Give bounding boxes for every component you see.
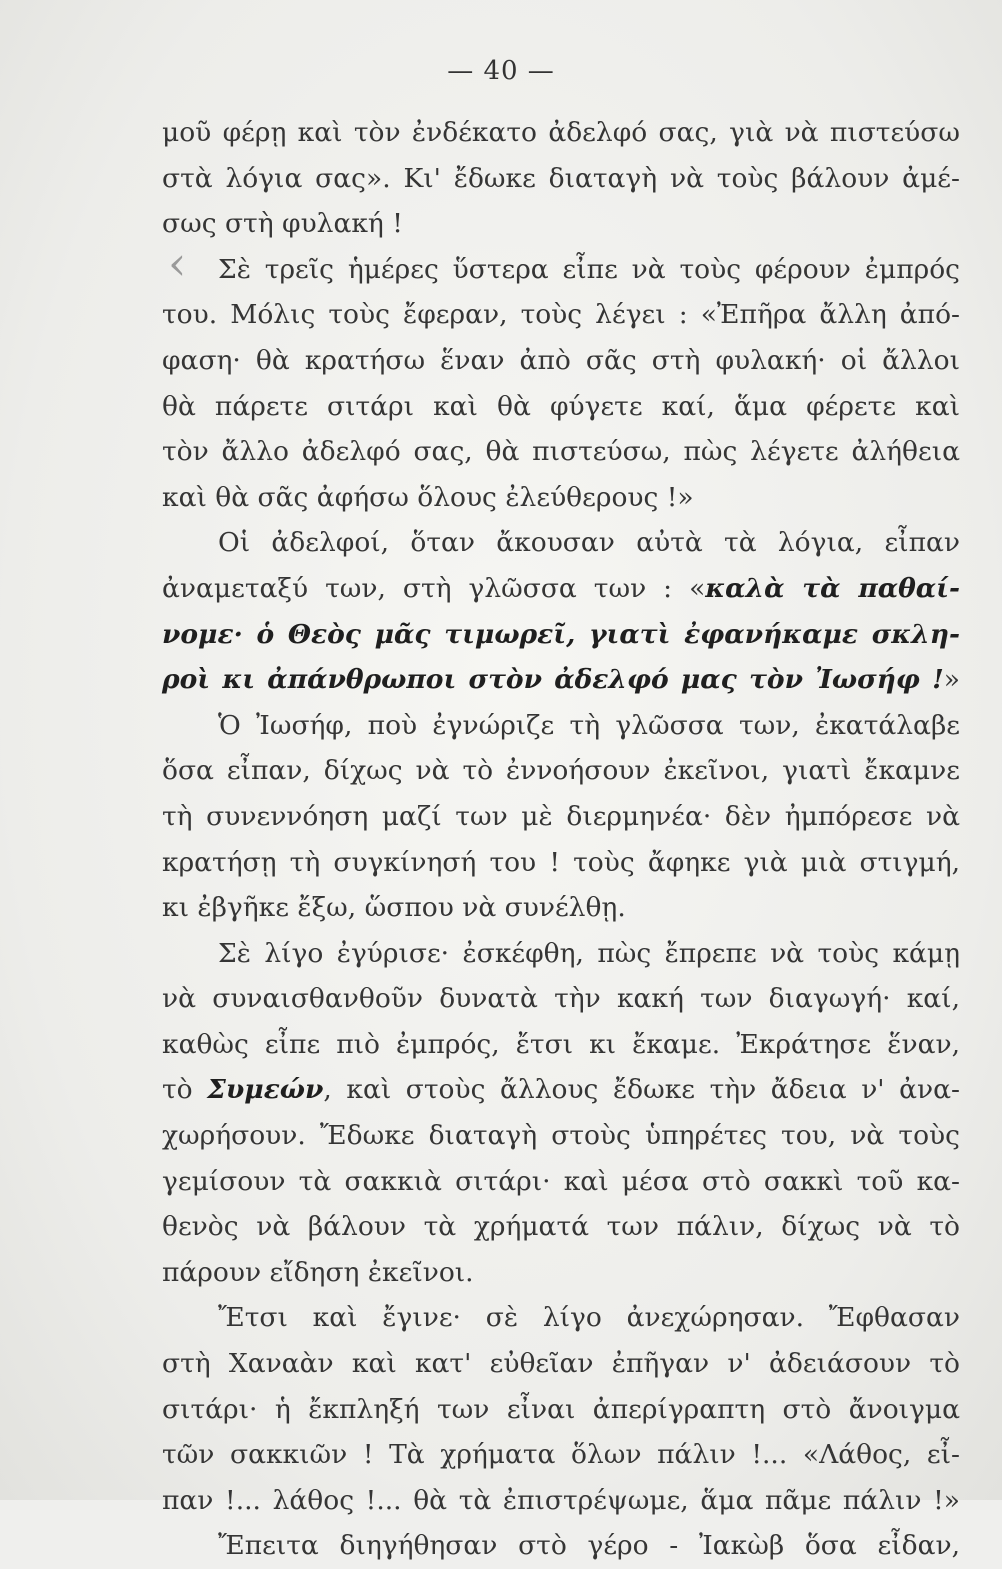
line-text: Σὲ λίγο ἐγύρισε· ἐσκέφθη, πὼς ἔπρεπε νὰ τοὺς κάμῃ [218, 937, 960, 969]
text-line [162, 703, 960, 749]
line-text: τὸν ἄλλο ἀδελφό σας, θὰ πιστεύσω, πὼς λέγετε ἀλήθεια [162, 436, 960, 468]
line-text: γεμίσουν τὰ σακκιὰ σιτάρι· καὶ μέσα στὸ σακκὶ τοῦ κα- [162, 1165, 960, 1197]
text-line [162, 794, 960, 840]
line-text-after: , καὶ στοὺς ἄλλους ἔδωκε τὴν ἄδεια ν' ἀνα- [323, 1074, 960, 1106]
line-text: μοῦ φέρῃ καὶ τὸν ἐνδέκατο ἀδελφό σας, γιὰ νὰ πιστεύσω [162, 117, 960, 148]
text-line [162, 1159, 960, 1205]
text-line [162, 1113, 960, 1159]
text-line [162, 384, 960, 430]
text-line [162, 840, 960, 886]
line-text: τῶν σακκιῶν ! Τὰ χρήματα ὅλων πάλιν !... «Λάθος, εἶ- [162, 1439, 960, 1471]
line-text: καὶ θὰ σᾶς ἀφήσω ὅλους ἐλεύθερους !» [162, 481, 694, 513]
text-line [162, 1022, 960, 1068]
text-line [162, 748, 960, 794]
text-line [162, 1204, 960, 1250]
line-text: Οἱ ἀδελφοί, ὅταν ἄκουσαν αὐτὰ τὰ λόγια, εἶπαν [218, 527, 960, 559]
emphasized-text: καλὰ τὰ παθαί- [705, 572, 960, 604]
line-text: σως στὴ φυλακή ! [162, 208, 403, 240]
text-line [162, 292, 960, 338]
text-line [162, 1432, 960, 1478]
page-number: — 40 — [447, 56, 555, 86]
text-line [162, 612, 960, 658]
text-line [162, 885, 960, 931]
line-text: Ὁ Ἰωσήφ, ποὺ ἐγνώριζε τὴ γλῶσσα των, ἐκατάλαβε [218, 709, 960, 741]
text-line [162, 566, 960, 612]
text-line [162, 475, 960, 521]
text-line [162, 156, 960, 202]
emphasized-text: νομε· ὁ Θεὸς μᾶς τιμωρεῖ, γιατὶ ἐφανήκαμε σκλη- [162, 618, 960, 650]
text-line [162, 338, 960, 384]
pencil-bracket-mark: ‹ [168, 236, 187, 290]
body-text [162, 110, 960, 1569]
line-text: φαση· θὰ κρατήσω ἕναν ἀπὸ σᾶς στὴ φυλακή· οἱ ἄλλοι [162, 344, 960, 376]
text-line [162, 1250, 960, 1296]
line-text: θενὸς νὰ βάλουν τὰ χρήματά των πάλιν, δίχως νὰ τὸ [162, 1211, 960, 1243]
text-line [162, 1478, 960, 1524]
line-text: ὅσα εἶπαν, δίχως νὰ τὸ ἐννοήσουν ἐκεῖνοι, γιατὶ ἔκαμνε [162, 755, 960, 787]
text-line [162, 657, 960, 703]
line-text-after: » [943, 664, 960, 696]
line-text: καθὼς εἶπε πιὸ ἐμπρός, ἔτσι κι ἔκαμε. Ἐκράτησε ἕναν, [162, 1028, 960, 1060]
line-text: νὰ συναισθανθοῦν δυνατὰ τὴν κακή των διαγωγή· καί, [162, 983, 960, 1015]
line-text: θὰ πάρετε σιτάρι καὶ θὰ φύγετε καί, ἅμα φέρετε καὶ [162, 390, 960, 422]
line-text: πάρουν εἴδηση ἐκεῖνοι. [162, 1256, 474, 1288]
line-text: στὴ Χαναὰν καὶ κατ' εὐθεῖαν ἐπῆγαν ν' ἀδειάσουν τὸ [162, 1348, 960, 1380]
text-line [162, 976, 960, 1022]
line-text: Σὲ τρεῖς ἡμέρες ὕστερα εἶπε νὰ τοὺς φέρουν ἐμπρός [218, 253, 960, 285]
text-line [162, 1387, 960, 1433]
line-text: χωρήσουν. Ἔδωκε διαταγὴ στοὺς ὑπηρέτες του, νὰ τοὺς [162, 1120, 960, 1152]
line-text: σιτάρι· ἡ ἔκπληξή των εἶναι ἀπερίγραπτη στὸ ἄνοιγμα [162, 1393, 960, 1425]
text-line [162, 247, 960, 293]
line-text: παν !... λάθος !... θὰ τὰ ἐπιστρέψωμε, ἅμα πᾶμε πάλιν !» [162, 1484, 960, 1516]
line-text: τὴ συνεννόηση μαζί των μὲ διερμηνέα· δὲν ἠμπόρεσε νὰ [162, 800, 960, 832]
text-line [162, 520, 960, 566]
emphasized-text: Συμεών [207, 1074, 324, 1106]
line-text: στὰ λόγια σας». Κι' ἔδωκε διαταγὴ νὰ τοὺς βάλουν ἀμέ- [162, 162, 960, 194]
line-text: τὸ [162, 1074, 208, 1106]
text-line [162, 110, 960, 156]
line-text: κι ἐβγῆκε ἔξω, ὥσπου νὰ συνέλθῃ. [162, 892, 626, 924]
text-line [162, 1067, 960, 1113]
line-text: Ἔτσι καὶ ἔγινε· σὲ λίγο ἀνεχώρησαν. Ἔφθασαν [218, 1302, 960, 1334]
line-text: Ἔπειτα διηγήθησαν στὸ γέρο - Ἰακὼβ ὅσα εἶδαν, [218, 1530, 960, 1562]
text-line [162, 931, 960, 977]
emphasized-text: ροὶ κι ἀπάνθρωποι στὸν ἀδελφό μας τὸν Ἰωσήφ ! [162, 664, 944, 696]
line-text: κρατήσῃ τὴ συγκίνησή του ! τοὺς ἄφηκε γιὰ μιὰ στιγμή, [162, 846, 960, 878]
text-line [162, 1523, 960, 1569]
line-text: ἀναμεταξύ των, στὴ γλῶσσα των : « [162, 572, 706, 604]
text-line [162, 429, 960, 475]
text-line [162, 1341, 960, 1387]
text-line [162, 1295, 960, 1341]
text-line [162, 201, 960, 247]
line-text: του. Μόλις τοὺς ἔφεραν, τοὺς λέγει : «Ἐπῆρα ἄλλη ἀπό- [162, 299, 960, 331]
